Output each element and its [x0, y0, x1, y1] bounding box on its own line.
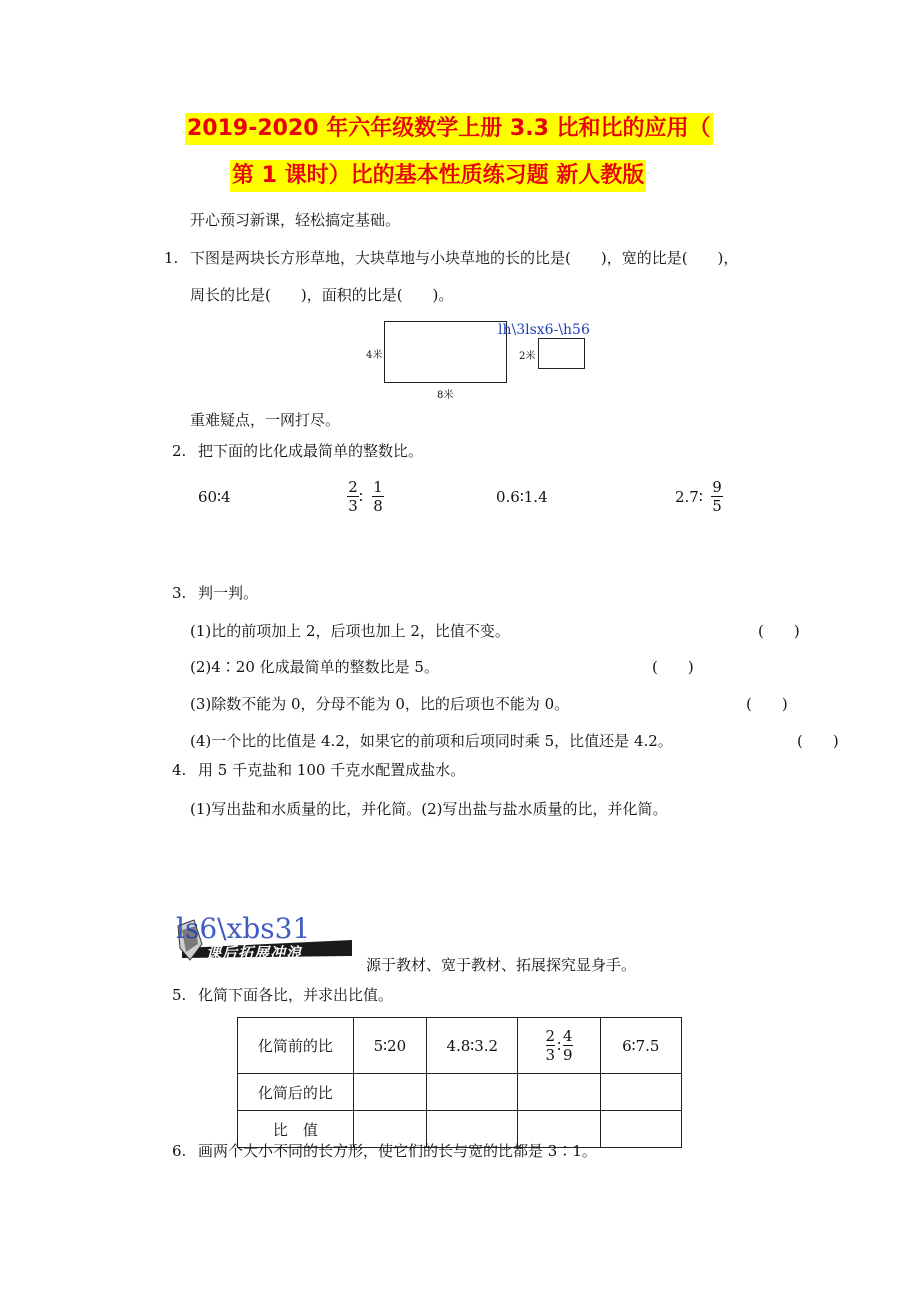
- table-cell: [518, 1018, 600, 1074]
- big-length-label: 8米: [437, 390, 454, 401]
- ratio-colon: ∶: [557, 1036, 561, 1055]
- section-heading-2: 重难疑点，一网打尽。: [190, 411, 341, 429]
- q6-text: 画两个大小不同的长方形，使它们的长与宽的比都是 3∶1。: [198, 1142, 597, 1160]
- q2-item-4-lead: 2.7∶: [675, 488, 703, 506]
- fraction: $\frac{2}{3}$: [348, 478, 358, 515]
- big-rectangle: [384, 321, 507, 383]
- answer-paren[interactable]: ( ): [758, 622, 800, 640]
- answer-paren[interactable]: ( ): [652, 658, 694, 676]
- q2-item-1: 60∶4: [198, 488, 231, 506]
- q3-item-3: (3)除数不能为 0，分母不能为 0，比的后项也不能为 0。: [190, 695, 570, 713]
- answer-cell[interactable]: [427, 1074, 518, 1111]
- row-header: 化简后的比: [238, 1074, 354, 1111]
- q5-number: 5.: [172, 986, 187, 1004]
- row-header: 化简前的比: [238, 1018, 354, 1074]
- q3-item-1: (1)比的前项加上 2，后项也加上 2，比值不变。: [190, 622, 510, 640]
- q1-line-1: 下图是两块长方形草地，大块草地与小块草地的长的比是( )，宽的比是( )，: [190, 249, 739, 267]
- q6-number: 6.: [172, 1142, 187, 1160]
- table-cell: 5∶20: [353, 1018, 426, 1074]
- intro-text: 开心预习新课，轻松搞定基础。: [190, 211, 401, 229]
- answer-cell[interactable]: [518, 1074, 600, 1111]
- small-rectangle: [538, 338, 585, 369]
- q3-text: 判一判。: [198, 584, 259, 602]
- q3-number: 3.: [172, 584, 187, 602]
- row-header: 比 值: [238, 1111, 354, 1148]
- after-class-badge: [176, 912, 354, 966]
- q1-line-2: 周长的比是( )，面积的比是( )。: [190, 286, 454, 304]
- table-cell: 4.8∶3.2: [427, 1018, 518, 1074]
- badge-label: 课后拓展冲浪: [206, 944, 303, 962]
- fraction: 4 9: [562, 1027, 573, 1064]
- answer-paren[interactable]: ( ): [797, 732, 839, 750]
- fraction: $\frac{1}{8}$: [373, 478, 383, 515]
- small-width-label: 2米: [519, 351, 536, 362]
- title-line-2: 第 1 课时）比的基本性质练习题 新人教版: [230, 160, 646, 192]
- q3-item-4: (4)一个比的比值是 4.2，如果它的前项和后项同时乘 5，比值还是 4.2。: [190, 732, 673, 750]
- answer-cell[interactable]: [600, 1074, 681, 1111]
- answer-paren[interactable]: ( ): [746, 695, 788, 713]
- table-cell: 6∶7.5: [600, 1018, 681, 1074]
- simplify-table: [237, 1017, 682, 1148]
- fraction: 2 3: [545, 1027, 556, 1064]
- q4-number: 4.: [172, 761, 187, 779]
- q1-number: 1.: [164, 249, 179, 267]
- badge-overlay-text: ls6\xbs31: [176, 912, 311, 945]
- q4-text: 用 5 千克盐和 100 千克水配置成盐水。: [198, 761, 466, 779]
- q4-subquestions: (1)写出盐和水质量的比，并化简。(2)写出盐与盐水质量的比，并化简。: [190, 800, 668, 818]
- ratio-colon: ∶: [359, 488, 363, 506]
- q2-number: 2.: [172, 442, 187, 460]
- q2-text: 把下面的比化成最简单的整数比。: [198, 442, 424, 460]
- watermark-text: lh\3lsx6-\h56: [498, 322, 590, 338]
- fraction: $\frac{9}{5}$: [712, 478, 722, 515]
- q2-item-3: 0.6∶1.4: [496, 488, 548, 506]
- section-heading-3: 源于教材、宽于教材、拓展探究显身手。: [366, 956, 637, 974]
- q5-text: 化简下面各比，并求出比值。: [198, 986, 394, 1004]
- answer-cell[interactable]: [353, 1074, 426, 1111]
- answer-cell[interactable]: [600, 1111, 681, 1148]
- title-line-1: 2019-2020 年六年级数学上册 3.3 比和比的应用（: [185, 113, 713, 145]
- q3-item-2: (2)4∶20 化成最简单的整数比是 5。: [190, 658, 439, 676]
- big-width-label: 4米: [366, 350, 383, 361]
